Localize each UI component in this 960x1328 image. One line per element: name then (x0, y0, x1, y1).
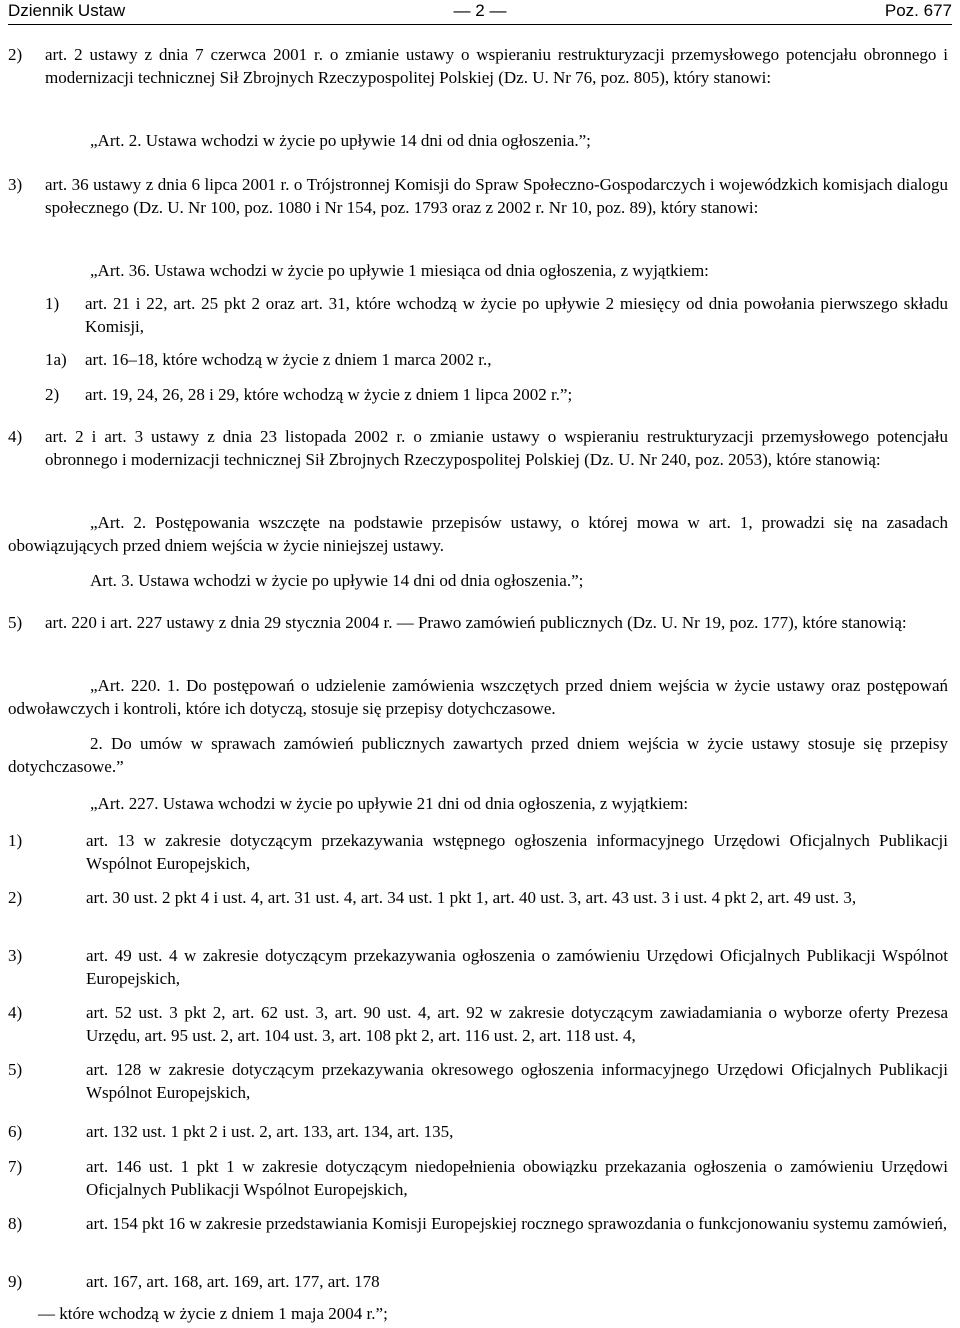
item-number: 4) (8, 427, 23, 446)
item-number: 5) (8, 613, 23, 632)
item-number: 9) (8, 1272, 23, 1291)
item-text: art. 132 ust. 1 pkt 2 i ust. 2, art. 133, art. 134, art. 135, (86, 1122, 454, 1141)
item-number: 5) (8, 1060, 23, 1079)
item-text: art. 167, art. 168, art. 169, art. 177, art. 178 (86, 1272, 380, 1291)
item-text: art. 2 ustawy z dnia 7 czerwca 2001 r. o zmianie ustawy o wspieraniu restrukturyzacji przemysłowego potencjału obronnego i modernizacji technicznej Sił Zbrojnych Rzeczypospolitej Polskiej (Dz. U. Nr 76, poz. 805), który stanowi: (45, 45, 948, 87)
item-number: 2) (8, 45, 23, 64)
item-text: art. 36 ustawy z dnia 6 lipca 2001 r. o Trójstronnej Komisji do Spraw Społeczno-Gospodarczych i wojewódzkich komisjach dialogu społecznego (Dz. U. Nr 100, poz. 1080 i Nr 154, poz. 1793 oraz z 2002 r. Nr 10, poz. 89), który stanowi: (45, 175, 948, 217)
quoted-article: „Art. 227. Ustawa wchodzi w życie po upływie 21 dni od dnia ogłoszenia, z wyjątkiem: (90, 794, 689, 813)
item-number: 4) (8, 1003, 23, 1022)
sub-item-text: art. 16–18, które wchodzą w życie z dniem 1 marca 2002 r., (85, 350, 492, 369)
sub-item-number: 2) (45, 385, 60, 404)
item-number: 2) (8, 888, 23, 907)
item-number: 6) (8, 1122, 23, 1141)
quoted-article: „Art. 2. Ustawa wchodzi w życie po upływie 14 dni od dnia ogłoszenia.”; (90, 131, 591, 150)
position-number: Poz. 677 (884, 1, 952, 20)
item-text: art. 13 w zakresie dotyczącym przekazywania wstępnego ogłoszenia informacyjnego Urzędowi Oficjalnych Publikacji Wspólnot Europejskich, (86, 831, 948, 873)
item-text: art. 2 i art. 3 ustawy z dnia 23 listopada 2002 r. o zmianie ustawy o wspieraniu restrukturyzacji przemysłowego potencjału obronnego i modernizacji technicznej Sił Zbrojnych Rzeczypospolitej Polskiej (Dz. U. Nr 240, poz. 2053), które stanowią: (45, 427, 948, 469)
item-text: art. 154 pkt 16 w zakresie przedstawiania Komisji Europejskiej rocznego sprawozdania o funkcjonowaniu systemu zamówień, (86, 1214, 948, 1233)
item-text: art. 128 w zakresie dotyczącym przekazywania okresowego ogłoszenia informacyjnego Urzędowi Oficjalnych Publikacji Wspólnot Europejskich, (86, 1060, 948, 1102)
sub-item-text: art. 19, 24, 26, 28 i 29, które wchodzą w życie z dniem 1 lipca 2002 r.”; (85, 385, 573, 404)
quoted-paragraph: „Art. 220. 1. Do postępowań o udzielenie zamówienia wszczętych przed dniem wejścia w życie ustawy oraz postępowań odwoławczych i kontroli, które ich dotyczą, stosuje się przepisy dotychczasowe. (8, 676, 948, 718)
sub-item-number: 1a) (45, 350, 67, 369)
item-number: 7) (8, 1157, 23, 1176)
item-text: art. 30 ust. 2 pkt 4 i ust. 4, art. 31 ust. 4, art. 34 ust. 1 pkt 1, art. 40 ust. 3, art. 43 ust. 3 i ust. 4 pkt 2, art. 49 ust. 3, (86, 888, 857, 907)
sub-item-number: 1) (45, 294, 60, 313)
item-number: 1) (8, 831, 23, 850)
item-text: art. 52 ust. 3 pkt 2, art. 62 ust. 3, art. 90 ust. 4, art. 92 w zakresie dotyczącym zawiadamiania o wyborze oferty Prezesa Urzędu, art. 95 ust. 2, art. 104 ust. 3, art. 108 pkt 2, art. 116 ust. 2, art. 118 ust. 4, (86, 1003, 948, 1045)
quoted-article: „Art. 36. Ustawa wchodzi w życie po upływie 1 miesiąca od dnia ogłoszenia, z wyjątkiem: (90, 261, 709, 280)
page-number: — 2 — (453, 1, 507, 20)
sub-item-text: art. 21 i 22, art. 25 pkt 2 oraz art. 31, które wchodzą w życie po upływie 2 miesięcy od dnia powołania pierwszego składu Komisji, (85, 294, 948, 336)
item-text: art. 220 i art. 227 ustawy z dnia 29 stycznia 2004 r. — Prawo zamówień publicznych (Dz. U. Nr 19, poz. 177), które stanowią: (45, 613, 907, 632)
page-header (8, 0, 952, 25)
quoted-paragraph: 2. Do umów w sprawach zamówień publicznych zawartych przed dniem wejścia w życie ustawy stosuje się przepisy dotychczasowe.” (8, 734, 948, 776)
item-number: 3) (8, 946, 23, 965)
journal-title: Dziennik Ustaw (8, 1, 126, 20)
quoted-paragraph: „Art. 2. Postępowania wszczęte na podstawie przepisów ustawy, o której mowa w art. 1, prowadzi się na zasadach obowiązujących przed dniem wejścia w życie niniejszej ustawy. (8, 513, 948, 555)
item-text: art. 49 ust. 4 w zakresie dotyczącym przekazywania ogłoszenia o zamówieniu Urzędowi Oficjalnych Publikacji Wspólnot Europejskich, (86, 946, 948, 988)
closing-clause: — które wchodzą w życie z dniem 1 maja 2004 r.”; (38, 1304, 388, 1323)
item-number: 3) (8, 175, 23, 194)
quoted-article: Art. 3. Ustawa wchodzi w życie po upływie 14 dni od dnia ogłoszenia.”; (90, 571, 584, 590)
item-text: art. 146 ust. 1 pkt 1 w zakresie dotyczącym niedopełnienia obowiązku przekazania ogłoszenia o zamówieniu Urzędowi Oficjalnych Publikacji Wspólnot Europejskich, (86, 1157, 948, 1199)
item-number: 8) (8, 1214, 23, 1233)
